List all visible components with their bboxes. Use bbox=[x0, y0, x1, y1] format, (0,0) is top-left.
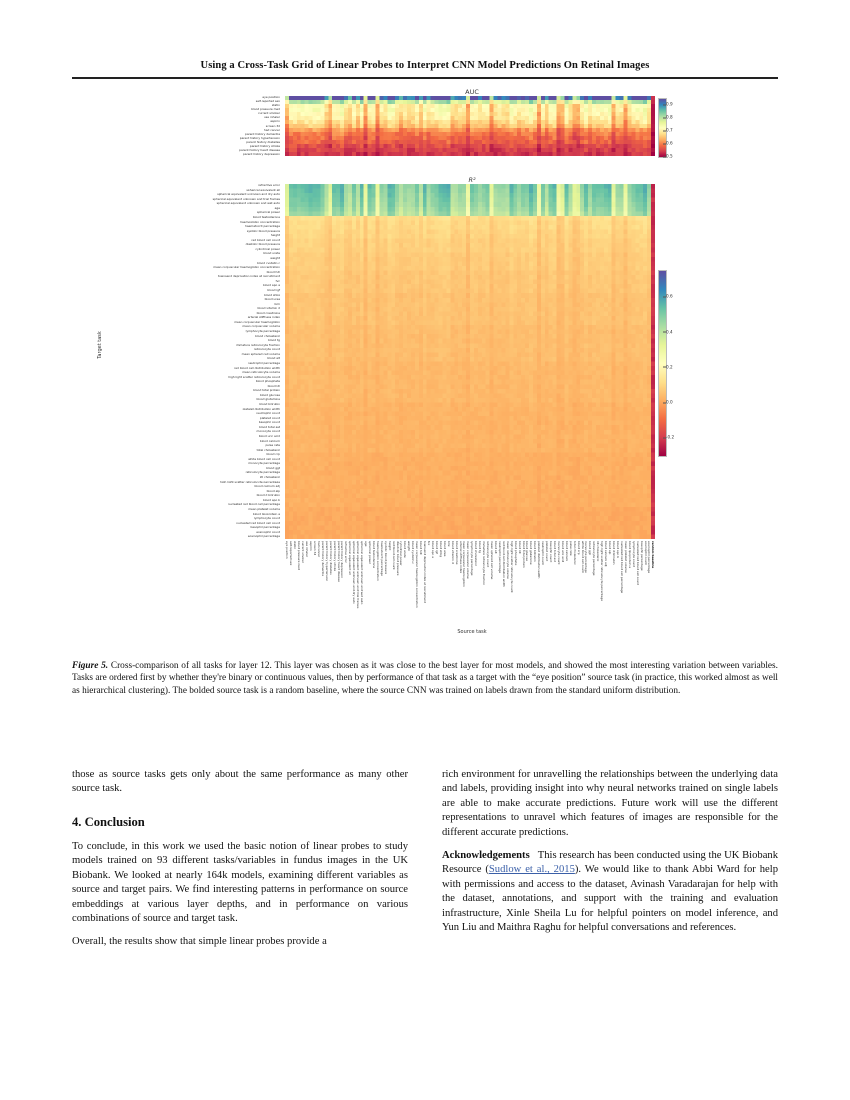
row-label: eosinophil percentage bbox=[247, 535, 280, 539]
row-label: blood igf bbox=[267, 288, 280, 292]
row-label: weight bbox=[270, 257, 280, 260]
y-axis-title: Target task bbox=[97, 331, 103, 359]
auc-colorbar-ticks bbox=[666, 98, 696, 159]
row-label: aspirin bbox=[270, 120, 280, 124]
column-label: neutrophil count bbox=[541, 541, 546, 565]
colorbar-tick: 0.7 bbox=[666, 127, 673, 133]
column-label: blood glucose bbox=[525, 541, 530, 562]
column-label: parent history hypertension bbox=[324, 541, 329, 582]
column-label: parent history stroke bbox=[332, 541, 337, 572]
column-label: blood alp bbox=[608, 541, 613, 555]
row-label: screen 3d bbox=[265, 124, 280, 128]
row-label: spherical equivalent all bbox=[246, 188, 280, 192]
figure-number: Figure 5. bbox=[72, 661, 109, 671]
column-label: self-reported sex bbox=[289, 541, 294, 566]
row-label: blood lipoprotein a bbox=[252, 512, 280, 516]
running-header: Using a Cross-Task Grid of Linear Probes to Interpret CNN Model Predictions On Retinal Images bbox=[200, 60, 650, 71]
row-label: had cancer bbox=[263, 128, 280, 132]
row-label: blood glucose bbox=[259, 393, 280, 397]
row-label: height bbox=[270, 234, 280, 238]
row-label: blood total ast bbox=[259, 425, 280, 429]
section-heading-conclusion: 4. Conclusion bbox=[72, 814, 145, 829]
column-label: nucleated red blood cell count bbox=[635, 541, 640, 585]
row-label: blood hdl bbox=[266, 270, 280, 274]
column-label: reticulocyte percentage bbox=[592, 541, 597, 576]
colorbar-tick: 0.9 bbox=[666, 101, 673, 107]
column-label: blood apo a bbox=[430, 541, 435, 558]
r2-row-labels bbox=[97, 184, 282, 539]
column-label: high light scatter reticulocyte count bbox=[509, 541, 514, 593]
column-label: blood creatinine bbox=[454, 541, 459, 565]
row-label: systolic blood pressure bbox=[246, 229, 280, 233]
row-label: blood urate bbox=[263, 252, 280, 256]
row-label: blood testosterone bbox=[252, 215, 280, 219]
row-label: neutrophil percentage bbox=[247, 361, 280, 365]
r2-heatmap-canvas bbox=[285, 184, 655, 539]
column-label: spherical equivalent all bbox=[348, 541, 353, 575]
column-label: spherical equivalent unknown and dry auto bbox=[352, 541, 357, 604]
column-label: neutrophil percentage bbox=[497, 541, 502, 574]
column-label: fvc bbox=[427, 541, 432, 546]
column-label: blood shbg bbox=[438, 541, 443, 557]
column-label: red blood cell distribution width bbox=[501, 541, 506, 587]
row-label: blood uric acid bbox=[258, 434, 280, 438]
row-label: bmi bbox=[274, 302, 280, 306]
row-label: blood creatinine bbox=[256, 311, 280, 315]
colorbar-tick: 0.2 bbox=[666, 364, 673, 370]
row-label: spherical power bbox=[257, 211, 280, 215]
column-label: lymphocyte count bbox=[631, 541, 636, 568]
row-label: cylindrical power bbox=[255, 247, 280, 251]
column-label: monocyte count bbox=[556, 541, 561, 565]
row-label: mean reticulocyte volume bbox=[242, 371, 280, 374]
column-label: diastolic blood pressure bbox=[395, 541, 400, 576]
row-label: townsend deprivation index at recruitment bbox=[217, 275, 280, 279]
column-label: systolic blood pressure bbox=[383, 541, 388, 575]
row-label: use inhaler bbox=[263, 116, 280, 120]
row-label: blood calcium adj bbox=[254, 485, 280, 489]
column-label: blood pressure med bbox=[297, 541, 302, 570]
column-label: use inhaler bbox=[305, 541, 310, 558]
row-label: blood d bilirubin bbox=[256, 494, 280, 498]
column-label: eosinophil count bbox=[643, 541, 648, 565]
column-label: blood calcium adj bbox=[604, 541, 609, 567]
colorbar-tick: 0.8 bbox=[666, 114, 673, 120]
row-label: high light scatter reticulocyte count bbox=[228, 375, 280, 379]
row-label: white blood cell count bbox=[248, 457, 280, 461]
column-label: mean corpuscular haemoglobin concentration bbox=[415, 541, 420, 608]
column-label: mean corpuscular haemoglobin bbox=[462, 541, 467, 587]
row-label: monocyte percentage bbox=[248, 462, 280, 466]
column-label: blood tg bbox=[478, 541, 483, 553]
row-label: mean corpuscular haemoglobin bbox=[234, 320, 280, 324]
row-label: platelet count bbox=[259, 416, 280, 420]
header-rule bbox=[72, 77, 778, 79]
row-label: fvc bbox=[275, 279, 280, 283]
column-label: blood crp bbox=[576, 541, 581, 555]
column-label: parent history heart disease bbox=[336, 541, 341, 582]
row-label: self-reported sex bbox=[255, 100, 280, 103]
row-label: blood bilirubin bbox=[259, 403, 280, 406]
column-label: mean reticulocyte volume bbox=[505, 541, 510, 579]
column-label: red blood cell count bbox=[391, 541, 396, 570]
row-label: nucleated red blood cell count bbox=[236, 521, 280, 525]
column-label: spherical equivalent unknown and wet auto bbox=[360, 541, 365, 605]
column-label: eosinophil percentage bbox=[647, 541, 652, 574]
row-label: blood phosphate bbox=[255, 380, 280, 384]
column-label: mean sphered cell volume bbox=[490, 541, 495, 580]
row-label: basophil percentage bbox=[250, 526, 280, 530]
row-label: diastolic blood pressure bbox=[245, 243, 280, 247]
row-label: eye position bbox=[262, 96, 280, 99]
row-label: lymphocyte count bbox=[253, 517, 280, 520]
column-label: bmi bbox=[446, 541, 451, 547]
body-column-right bbox=[442, 768, 778, 944]
colorbar-tick: 0.0 bbox=[666, 399, 673, 405]
r2-colorbar bbox=[658, 270, 698, 455]
column-label: platelet distribution width bbox=[537, 541, 542, 579]
column-label: pulse rate bbox=[568, 541, 573, 556]
row-label: neutrophil count bbox=[256, 412, 280, 416]
column-label: arterial stiffness index bbox=[458, 541, 463, 574]
column-label: current smoker bbox=[301, 541, 306, 563]
row-label: ldl cholesterol bbox=[259, 476, 280, 479]
row-label: red blood cell count bbox=[251, 238, 280, 242]
row-label: haematocrit percentage bbox=[245, 225, 280, 228]
row-label: blood alt bbox=[267, 357, 280, 361]
auc-colorbar bbox=[658, 98, 698, 159]
row-label: blood urea bbox=[264, 298, 280, 301]
conclusion-paragraph-2: Overall, the results show that simple linear probes provide a bbox=[72, 936, 327, 948]
row-label: blood apo b bbox=[262, 498, 280, 502]
auc-row-labels bbox=[132, 96, 282, 156]
column-label: haemoglobin concentration bbox=[375, 541, 380, 581]
row-label: pulse rate bbox=[265, 444, 280, 447]
row-label: monocyte count bbox=[256, 430, 280, 434]
row-label: parent history heart disease bbox=[239, 149, 280, 152]
row-label: blood tg bbox=[268, 339, 280, 343]
row-label: age bbox=[274, 206, 280, 210]
colorbar-tick: -0.2 bbox=[666, 434, 675, 440]
column-label: blood bilirubin bbox=[533, 541, 538, 562]
colorbar-tick: 0.6 bbox=[666, 293, 673, 299]
column-label: blood hdl bbox=[419, 541, 424, 555]
row-label: blood shbg bbox=[264, 293, 280, 297]
row-label: parent history diabetes bbox=[246, 140, 280, 144]
column-label: cylindrical power bbox=[399, 541, 404, 566]
column-label: screen 3d bbox=[312, 541, 317, 556]
row-label: spherical equivalent unknown and wet auto bbox=[216, 202, 280, 206]
row-label: platelet distribution width bbox=[242, 407, 280, 411]
column-label: basophil count bbox=[549, 541, 554, 563]
column-label: mean corpuscular volume bbox=[466, 541, 471, 579]
row-label: basophil count bbox=[258, 421, 280, 425]
row-label: blood cystatin c bbox=[257, 261, 280, 265]
row-label: lymphocyte percentage bbox=[245, 330, 280, 333]
row-label: nucleated red blood cell percentage bbox=[227, 503, 280, 507]
column-label: parent history diabetes bbox=[328, 541, 333, 575]
column-label-random-baseline: random baseline bbox=[651, 541, 656, 569]
row-label: mean corpuscular volume bbox=[242, 325, 280, 329]
row-label: eosinophil count bbox=[256, 530, 280, 534]
colorbar-tick: 0.5 bbox=[666, 153, 673, 159]
column-label: blood cystatin c bbox=[411, 541, 416, 564]
column-label: blood urate bbox=[403, 541, 408, 558]
acknowledgements-block bbox=[442, 849, 778, 935]
column-label: white blood cell count bbox=[580, 541, 585, 573]
column-label: weight bbox=[407, 541, 412, 551]
row-label: blood vitamin d bbox=[257, 307, 280, 311]
column-label: statin bbox=[293, 541, 298, 550]
row-label: blood calcium bbox=[259, 439, 280, 443]
column-label: high light scatter reticulocyte percentage bbox=[600, 541, 605, 601]
conclusion-paragraph-3: rich environment for unravelling the relationships between the underlying data and labels, providing insight into why neural networks trained on single labels are able to make accurate predictions. Future work will use the different representations to unravel which features of images are responsible for the different accurate predictions. bbox=[442, 769, 778, 838]
column-label: immature reticulocyte fraction bbox=[482, 541, 487, 586]
column-label: spherical power bbox=[368, 541, 372, 564]
column-label: monocyte percentage bbox=[584, 541, 589, 573]
column-label: spherical equivalent unknown and trial frames bbox=[356, 541, 361, 609]
row-label: refractive error bbox=[258, 184, 280, 187]
column-label: had cancer bbox=[316, 541, 321, 558]
column-label: aspirin bbox=[308, 541, 313, 551]
row-label: statin bbox=[271, 104, 280, 108]
column-label: blood uric acid bbox=[560, 541, 565, 563]
column-label: townsend deprivation index at recruitment bbox=[423, 541, 428, 604]
column-label: blood testosterone bbox=[371, 541, 376, 569]
column-label: blood ldl bbox=[517, 541, 522, 554]
column-label: blood vitamin d bbox=[450, 541, 455, 564]
column-label: blood alt bbox=[493, 541, 498, 554]
column-label: blood apo b bbox=[615, 541, 620, 559]
row-label: haemoglobin concentration bbox=[240, 220, 280, 224]
acknowledgements-heading: Acknowledgements bbox=[442, 850, 530, 862]
row-label: mean corpuscular haemoglobin concentration bbox=[213, 266, 280, 270]
row-label: parent history depression bbox=[242, 153, 280, 156]
row-label: blood ggt bbox=[266, 466, 280, 470]
column-label: ldl cholesterol bbox=[596, 541, 601, 562]
row-label: spherical equivalent unknown and trial frames bbox=[212, 197, 280, 201]
column-label: parent history depression bbox=[340, 541, 345, 579]
column-label: haematocrit percentage bbox=[379, 541, 384, 576]
x-axis-title: Source task bbox=[457, 629, 487, 635]
row-label: arterial stiffness index bbox=[247, 316, 280, 320]
column-label: reticulocyte count bbox=[486, 541, 491, 568]
column-label: mean platelet volume bbox=[623, 541, 628, 573]
conclusion-paragraph-1: To conclude, in this work we used the basic notion of linear probes to study models trained on 93 different tasks/variables in fundus images in the UK Biobank. We looked at nearly 164k models, examining different variables as source and target pairs. We find interesting patterns in performance on source embeddings at various layer depths, and in performance on various combinations of source and target task. bbox=[72, 840, 408, 924]
column-label: blood total protein bbox=[521, 541, 526, 568]
ack-text-after-citation: ). We would like to thank Abbi Ward for help with permissions and access to the dataset, Avinash Varadarajan for help with the dataset, annotations, and support with the training and evaluation infrastructure, Xinle Sheila Lu for helpful pointers on model inference, and Yun Liu and Maithra Raghu for helpful conversations and references. bbox=[442, 864, 779, 934]
column-label: age bbox=[364, 541, 369, 547]
r2-panel-title: R² bbox=[468, 176, 476, 184]
auc-heatmap bbox=[285, 96, 655, 156]
paragraph-continuation: those as source tasks gets only about the same performance as many other source task. bbox=[72, 769, 408, 795]
r2-colorbar-ticks bbox=[666, 270, 696, 455]
row-label: red blood cell distribution width bbox=[234, 366, 280, 370]
row-label: blood pressure med bbox=[251, 108, 280, 112]
colorbar-tick: 0.4 bbox=[666, 329, 673, 335]
column-label: blood cholesterol bbox=[474, 541, 479, 566]
column-label: refractive error bbox=[344, 541, 349, 563]
column-label: blood igf bbox=[434, 541, 439, 554]
r2-heatmap bbox=[285, 184, 655, 539]
column-label: basophil percentage bbox=[639, 541, 644, 571]
column-label: parent history dementia bbox=[320, 541, 325, 577]
row-label: blood cholesterol bbox=[255, 334, 280, 338]
column-label: eye position bbox=[285, 541, 290, 559]
column-label: total cholesterol bbox=[572, 541, 577, 565]
row-label: reticulocyte percentage bbox=[245, 471, 280, 475]
colorbar-tick: 0.6 bbox=[666, 140, 673, 146]
figure-caption-text: Cross-comparison of all tasks for layer 12. This layer was chosen as it was close to the best layer for most models, and showed the most interesting variation between variables. Tasks are ordered first by whether they're binary or continuous values, then by performance of that task as a target with the “eye position” source task (in practice, this worked almost as well as hierarchical clustering). The bolded source task is a random baseline, where the source CNN was trained on labels drawn from the standard uniform distribution. bbox=[72, 661, 779, 696]
row-label: mean platelet volume bbox=[248, 507, 280, 511]
column-label: nucleated red blood cell percentage bbox=[619, 541, 624, 594]
column-label: platelet count bbox=[545, 541, 550, 562]
column-label: lymphocyte percentage bbox=[470, 541, 475, 576]
column-label: blood total ast bbox=[553, 541, 557, 562]
row-label: total cholesterol bbox=[256, 448, 280, 452]
auc-heatmap-canvas bbox=[285, 96, 655, 156]
row-label: current smoker bbox=[258, 112, 280, 116]
figure-5 bbox=[72, 84, 778, 644]
citation-link-sudlow[interactable]: Sudlow et al., 2015 bbox=[488, 864, 575, 876]
row-label: reticulocyte count bbox=[253, 348, 280, 352]
ack-text-before-citation: This research has been conducted using the UK Biobank Resource ( bbox=[442, 850, 778, 876]
body-column-left bbox=[72, 768, 408, 959]
row-label: mean sphered cell volume bbox=[241, 352, 280, 356]
row-label: parent history stroke bbox=[249, 144, 280, 148]
row-label: blood crp bbox=[266, 453, 280, 457]
column-label: blood urea bbox=[442, 541, 447, 557]
row-label: blood total protein bbox=[253, 389, 280, 393]
row-label: blood alp bbox=[266, 489, 280, 493]
column-label: blood ggt bbox=[588, 541, 593, 555]
row-label: blood apo a bbox=[263, 284, 280, 288]
figure-caption bbox=[72, 660, 778, 697]
row-label: parent history dementia bbox=[244, 132, 280, 136]
row-label: high light scatter reticulocyte percentage bbox=[220, 480, 280, 484]
row-label: immature reticulocyte fraction bbox=[235, 343, 280, 347]
row-label: parent history hypertension bbox=[239, 136, 280, 140]
column-label: blood glutamine bbox=[529, 541, 534, 565]
row-label: spherical equivalent unknown and dry auto bbox=[217, 193, 280, 197]
column-label: blood d bilirubin bbox=[612, 541, 617, 565]
auc-panel-title: AUC bbox=[465, 88, 479, 96]
row-label: blood ldl bbox=[267, 384, 280, 388]
column-label: blood lipoprotein a bbox=[627, 541, 632, 569]
column-label: blood calcium bbox=[564, 541, 569, 562]
row-label: blood glutamine bbox=[256, 398, 280, 402]
column-label: height bbox=[387, 541, 392, 551]
source-task-column-labels bbox=[285, 541, 655, 641]
column-label: blood phosphate bbox=[513, 541, 518, 566]
